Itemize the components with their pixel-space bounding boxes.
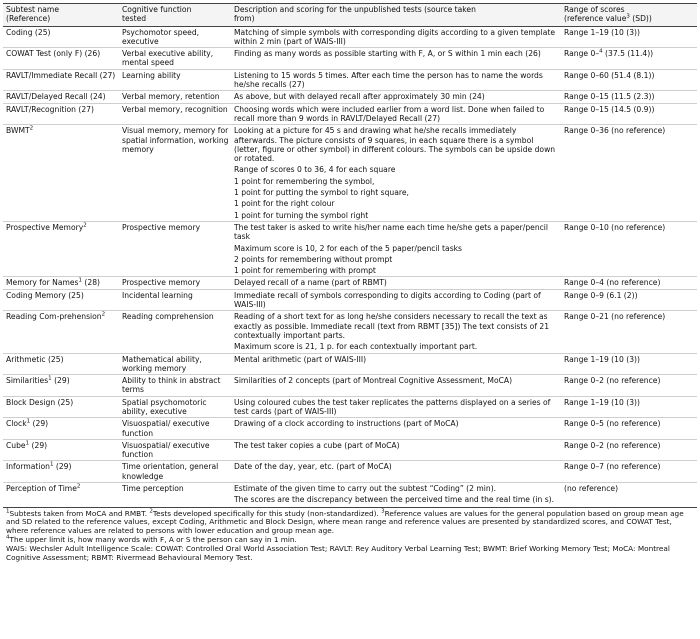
table-row — [3, 353, 697, 375]
subtest-name: Cube — [6, 440, 26, 450]
description-cell — [231, 103, 561, 125]
subtest-name: Prospective Memory — [6, 222, 84, 232]
subtest-name: Arithmetic (25) — [6, 354, 64, 364]
description-cell — [231, 396, 561, 418]
subtest-name-cell — [3, 277, 119, 289]
cognitive-function: Visuospatial/ executive function — [119, 439, 231, 461]
score-range-text: Range 1–19 (10 (3)) — [564, 354, 640, 364]
description-cell — [231, 69, 561, 91]
description-line: Looking at a picture for 45 s and drawing what he/she recalls immediately afterwards. The picture consists of 9 squares, in each square there is a symbol (letter, figure or other symbol) in different colours. The symbols can be upside down or rotated. — [234, 126, 556, 164]
score-range-text: Range 0–5 (no reference) — [564, 419, 661, 429]
description-cell — [231, 91, 561, 103]
description-line: 1 point for remembering with prompt — [234, 266, 376, 276]
description-line: Maximum score is 10, 2 for each of the 5 paper/pencil tasks — [234, 243, 463, 253]
description-cell — [231, 26, 561, 48]
footnotes — [3, 507, 697, 563]
score-range-reference: (37.5 (11.4)) — [602, 49, 654, 59]
description-line: Reading of a short text for as long he/she considers necessary to recall the text as exactly as possible. Immediate recall (text from RBMT [35]) The text consists of 21 contextually important parts. — [234, 312, 550, 340]
score-range — [561, 375, 697, 397]
subtest-name: Coding (25) — [6, 27, 51, 37]
cognitive-function: Verbal memory, retention — [119, 91, 231, 103]
description-cell — [231, 439, 561, 461]
description-line: Drawing of a clock according to instructions (part of MoCA) — [234, 419, 459, 429]
score-range — [561, 396, 697, 418]
score-range-text: Range 0–4 (no reference) — [564, 278, 661, 288]
cognitive-function: Prospective memory — [119, 277, 231, 289]
subtest-name: Block Design (25) — [6, 397, 74, 407]
cognitive-function: Reading comprehension — [119, 311, 231, 353]
description-line: Estimate of the given time to carry out the subtest “Coding” (2 min). — [234, 484, 497, 494]
description-line: The scores are the discrepancy between the perceived time and the real time (in s). — [234, 495, 555, 505]
score-range-text: Range 1–19 (10 (3)) — [564, 397, 640, 407]
description-line: 1 point for remembering the symbol, — [234, 176, 375, 186]
table-row — [3, 311, 697, 353]
footnote-marker: 1 — [78, 277, 83, 284]
score-range — [561, 461, 697, 483]
subtest-name-cell — [3, 289, 119, 311]
score-range-text: Range 0–36 (no reference) — [564, 126, 666, 136]
description-cell — [231, 289, 561, 311]
description-line: As above, but with delayed recall after approximately 30 min (24) — [234, 92, 485, 102]
score-range — [561, 26, 697, 48]
description-line: Finding as many words as possible starting with F, A, or S within 1 min each (26) — [234, 49, 541, 59]
table-row — [3, 289, 697, 311]
score-range — [561, 277, 697, 289]
score-range-text: Range 0–60 (51.4 (8.1)) — [564, 70, 655, 80]
subtest-reference: (29) — [51, 376, 70, 386]
score-range-text: Range 0–2 (no reference) — [564, 440, 661, 450]
footnote-paragraph: $^1$Subtests taken from MoCA and RMBT. $^2$Tests developed specifically for this study (non-standardized). $^3$Reference values are values for the general population based on group mean age and SD related to the reference values, except Coding, Arithmetic and Block Design, where mean range and reference values are presented by standardized scores, and COWAT Test, where reference values are related to persons with lower education and group mean age. $^4$The upper limit is, how many words with F, A or S the person can say in 1 min. — [6, 508, 684, 545]
score-range — [561, 353, 697, 375]
header-description: Description and scoring for the unpublished tests (source taken from) — [231, 4, 561, 27]
description-line: Matching of simple symbols with corresponding digits according to a given template within 2 min (part of WAIS-III) — [234, 27, 556, 46]
description-line: 2 points for remembering without prompt — [234, 254, 393, 264]
cognitive-function: Learning ability — [119, 69, 231, 91]
abbreviations: WAIS: Wechsler Adult Intelligence Scale: COWAT: Controlled Oral World Association Test; RAVLT: Rey Auditory Verbal Learning Test; BWMT: Brief Working Memory Test; MoCA: Montreal Cognitive Assessment; RBMT: Rivermead Behavioural Memory Test. — [6, 543, 670, 562]
table-body — [3, 26, 697, 506]
score-range-text: Range 0–7 (no reference) — [564, 462, 661, 472]
subtest-reference: (29) — [29, 440, 48, 450]
header-cognitive-function: Cognitive function tested — [119, 4, 231, 27]
description-line: Delayed recall of a name (part of RBMT) — [234, 278, 387, 288]
score-range — [561, 91, 697, 103]
cognitive-function: Time perception — [119, 483, 231, 506]
subtest-name: Information — [6, 462, 50, 472]
subtest-name-cell — [3, 69, 119, 91]
score-range — [561, 439, 697, 461]
subtest-name: RAVLT/Immediate Recall (27) — [6, 70, 116, 80]
cognitive-function: Time orientation, general knowledge — [119, 461, 231, 483]
subtest-name: RAVLT/Recognition (27) — [6, 104, 94, 114]
subtest-name: COWAT Test (only F) (26) — [6, 49, 101, 59]
table-row — [3, 221, 697, 276]
score-range — [561, 289, 697, 311]
score-range — [561, 311, 697, 353]
score-range — [561, 483, 697, 506]
subtest-name-cell — [3, 311, 119, 353]
description-cell — [231, 353, 561, 375]
subtest-reference: (29) — [53, 462, 72, 472]
description-cell — [231, 221, 561, 276]
footnote-marker: 2 — [101, 311, 106, 318]
subtest-name-cell — [3, 103, 119, 125]
description-line: Date of the day, year, etc. (part of MoCA) — [234, 462, 392, 472]
score-range-text: Range 0–15 (14.5 (0.9)) — [564, 104, 655, 114]
table-row — [3, 418, 697, 440]
description-cell — [231, 375, 561, 397]
subtest-name-cell — [3, 461, 119, 483]
header-range: Range of scores (reference value$^3$ (SD)) — [561, 4, 697, 27]
subtest-name-cell — [3, 221, 119, 276]
subtest-name-cell — [3, 483, 119, 506]
subtest-name-cell — [3, 418, 119, 440]
subtest-name-cell — [3, 375, 119, 397]
table-row — [3, 461, 697, 483]
score-range-text: Range 0– — [564, 49, 600, 59]
table-row — [3, 439, 697, 461]
header-subtest-name: Subtest name (Reference) — [3, 4, 119, 27]
table-row — [3, 277, 697, 289]
table-row — [3, 48, 697, 70]
description-line: 1 point for putting the symbol to right square, — [234, 188, 409, 198]
description-line: Using coloured cubes the test taker replicates the patterns displayed on a series of test cards (part of WAIS-III) — [234, 397, 551, 416]
description-cell — [231, 461, 561, 483]
subtest-table — [3, 3, 697, 506]
subtest-name: Memory for Names — [6, 278, 79, 288]
description-cell — [231, 277, 561, 289]
description-line: Choosing words which were included earlier from a word list. Done when failed to recall more than 9 words in RAVLT/Delayed Recall (27) — [234, 104, 545, 123]
description-line: 1 point for turning the symbol right — [234, 210, 369, 220]
description-line: Listening to 15 words 5 times. After each time the person has to name the words he/she recalls (27) — [234, 70, 543, 90]
cognitive-function: Spatial psychomotoric ability, executive — [119, 396, 231, 418]
footnote-marker: 2 — [29, 125, 34, 132]
score-range-text: Range 1–19 (10 (3)) — [564, 27, 640, 37]
header-row — [3, 4, 697, 27]
description-line: 1 point for the right colour — [234, 199, 335, 209]
cognitive-function: Mathematical ability, working memory — [119, 353, 231, 375]
cognitive-function: Ability to think in abstract terms — [119, 375, 231, 397]
score-range — [561, 418, 697, 440]
footnote-marker: 1 — [26, 418, 31, 425]
cognitive-function: Verbal memory, recognition — [119, 103, 231, 125]
description-cell — [231, 48, 561, 70]
subtest-reference: (29) — [30, 419, 49, 429]
footnote-marker: 2 — [83, 222, 87, 229]
table-row — [3, 69, 697, 91]
score-range — [561, 69, 697, 91]
subtest-name-cell — [3, 439, 119, 461]
description-cell — [231, 483, 561, 506]
table-row — [3, 91, 697, 103]
footnote-marker: 1 — [49, 461, 54, 468]
cognitive-function: Prospective memory — [119, 221, 231, 276]
table-row — [3, 103, 697, 125]
cognitive-function: Visual memory, memory for spatial information, working memory — [119, 125, 231, 222]
description-cell — [231, 125, 561, 222]
subtest-name-cell — [3, 26, 119, 48]
description-line: Immediate recall of symbols corresponding to digits according to Coding (part of WAIS-III) — [234, 290, 541, 310]
subtest-name: Similarities — [6, 376, 49, 386]
score-range — [561, 103, 697, 125]
table-row — [3, 125, 697, 222]
subtest-name: Reading Com-prehension — [6, 312, 102, 322]
cognitive-function: Incidental learning — [119, 289, 231, 311]
description-line: Mental arithmetic (part of WAIS-III) — [234, 354, 367, 364]
subtest-name: Clock — [6, 419, 27, 429]
cognitive-function: Psychomotor speed, executive — [122, 27, 200, 46]
footnote-marker: 1 — [25, 440, 30, 447]
subtest-name: Perception of Time — [6, 484, 77, 494]
score-range-text: Range 0–21 (no reference) — [564, 312, 666, 322]
description-cell — [231, 311, 561, 353]
description-line: Maximum score is 21, 1 p. for each contextually important part. — [234, 342, 478, 352]
footnote-marker: 2 — [76, 483, 81, 490]
description-line: The test taker is asked to write his/her name each time he/she gets a paper/pencil task — [234, 222, 549, 242]
score-range-text: Range 0–10 (no reference) — [564, 222, 666, 232]
cognitive-function: Verbal executive ability, mental speed — [119, 48, 231, 70]
table-row — [3, 375, 697, 397]
score-range-text: (no reference) — [564, 484, 619, 494]
subtest-name-cell — [3, 353, 119, 375]
description-cell — [231, 418, 561, 440]
score-range — [561, 221, 697, 276]
table-row — [3, 483, 697, 506]
subtest-name-cell — [3, 125, 119, 222]
score-range-text: Range 0–2 (no reference) — [564, 376, 661, 386]
subtest-name-cell — [3, 48, 119, 70]
score-range-text: Range 0–15 (11.5 (2.3)) — [564, 92, 655, 102]
subtest-name-cell — [3, 91, 119, 103]
table-row — [3, 26, 697, 48]
score-range-text: Range 0–9 (6.1 (2)) — [564, 290, 638, 300]
subtest-name-cell — [3, 396, 119, 418]
table-row — [3, 396, 697, 418]
score-range — [561, 48, 697, 70]
subtest-name: BWMT — [6, 126, 30, 136]
subtest-name: RAVLT/Delayed Recall (24) — [6, 92, 106, 102]
cognitive-function: Visuospatial/ executive function — [119, 418, 231, 440]
footnote-marker: 4 — [599, 48, 603, 55]
score-range — [561, 125, 697, 222]
subtest-name: Coding Memory (25) — [6, 290, 84, 300]
footnote-marker: 1 — [48, 375, 52, 382]
description-line: Similarities of 2 concepts (part of Montreal Cognitive Assessment, MoCA) — [234, 376, 513, 386]
description-line: Range of scores 0 to 36, 4 for each square — [234, 165, 396, 175]
subtest-reference: (28) — [82, 278, 101, 288]
description-line: The test taker copies a cube (part of MoCA) — [234, 440, 400, 450]
